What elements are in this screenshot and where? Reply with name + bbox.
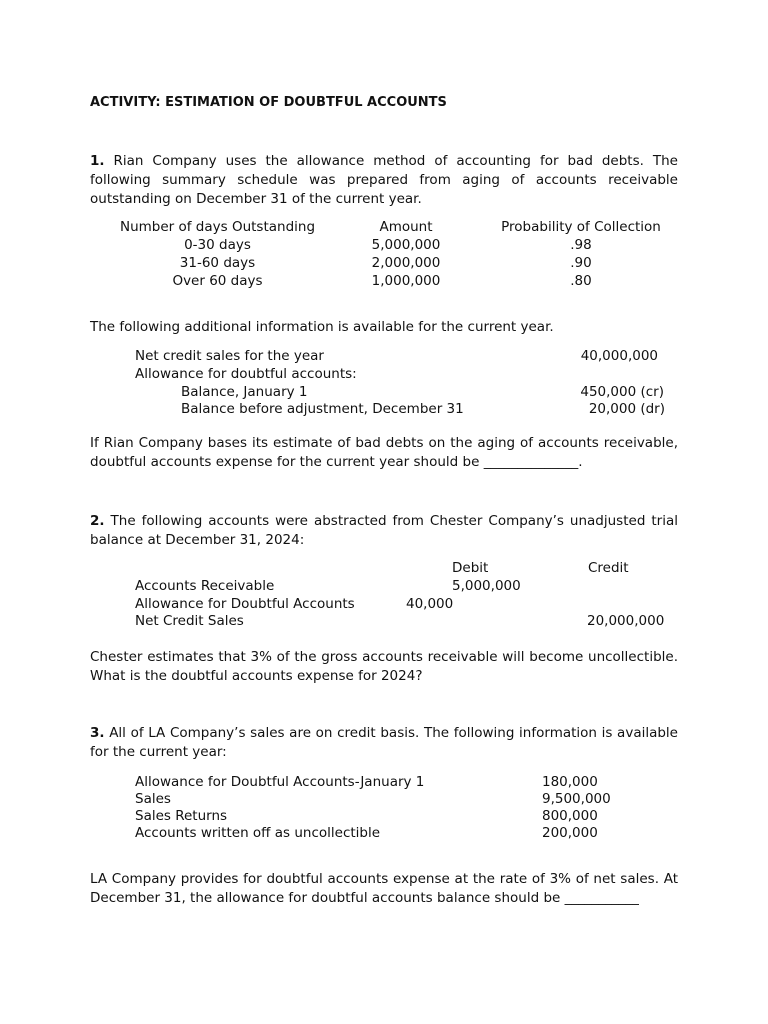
q2-ar-debit: 5,000,000	[452, 578, 521, 594]
q1-balance-dec-label: Balance before adjustment, December 31	[181, 401, 464, 417]
q1-number: 1.	[90, 153, 105, 169]
q1-balance-dec-value: 20,000 (dr)	[588, 401, 665, 417]
q3-intro	[90, 724, 678, 762]
q1-row3-amount: 1,000,000	[371, 273, 441, 289]
q1-row3-days: Over 60 days	[172, 273, 263, 289]
q2-ar-label: Accounts Receivable	[135, 578, 275, 594]
q1-row2-amount: 2,000,000	[371, 255, 441, 271]
q3-item3-value: 800,000	[542, 808, 598, 824]
q3-item2-value: 9,500,000	[542, 791, 611, 807]
q1-balance-jan-value: 450,000 (cr)	[580, 384, 664, 400]
q1-allowance-label: Allowance for doubtful accounts:	[135, 366, 357, 382]
document-title: ACTIVITY: ESTIMATION OF DOUBTFUL ACCOUNTS	[90, 95, 447, 110]
q3-number: 3.	[90, 725, 105, 741]
q1-question: If Rian Company bases its estimate of bad debts on the aging of accounts receivable, doubtful accounts expense for the current year should be ______________.	[90, 435, 678, 470]
q3-item4-label: Accounts written off as uncollectible	[135, 825, 381, 841]
q2-intro	[90, 512, 678, 550]
q3-item2-label: Sales	[135, 791, 171, 807]
q1-row1-probability: .98	[570, 237, 592, 253]
q1-intro	[90, 152, 678, 209]
q3-question: LA Company provides for doubtful accounts expense at the rate of 3% of net sales. At December 31, the allowance for doubtful accounts balance should be ___________	[90, 871, 678, 906]
q1-row1-amount: 5,000,000	[371, 237, 441, 253]
q1-balance-jan-label: Balance, January 1	[181, 384, 308, 400]
q1-intro-text: Rian Company uses the allowance method of accounting for bad debts. The following summary schedule was prepared from aging of accounts receivable outstanding on December 31 of the current year.	[90, 153, 678, 207]
q2-allowance-label: Allowance for Doubtful Accounts	[135, 596, 355, 612]
q2-ncs-credit: 20,000,000	[587, 613, 665, 629]
q2-allowance-value: 40,000	[406, 596, 454, 612]
q1-row3-probability: .80	[570, 273, 592, 289]
q2-intro-text: The following accounts were abstracted from Chester Company’s unadjusted trial balance at December 31, 2024:	[90, 513, 678, 548]
q2-debit-header: Debit	[452, 560, 489, 576]
q1-row2-days: 31-60 days	[179, 255, 256, 271]
q2-credit-header: Credit	[588, 560, 629, 576]
q3-item3-label: Sales Returns	[135, 808, 228, 824]
q1-net-credit-value: 40,000,000	[580, 348, 658, 364]
q1-additional-info: The following additional information is available for the current year.	[90, 319, 554, 335]
q1-header-days: Number of days Outstanding	[119, 219, 316, 235]
q1-net-credit-label: Net credit sales for the year	[135, 348, 324, 364]
q1-row2-probability: .90	[570, 255, 592, 271]
q3-item1-value: 180,000	[542, 774, 598, 790]
q3-item1-label: Allowance for Doubtful Accounts-January 1	[135, 774, 425, 790]
q1-header-probability: Probability of Collection	[501, 219, 661, 235]
q3-intro-text: All of LA Company’s sales are on credit basis. The following information is available for the current year:	[90, 725, 678, 760]
q3-item4-value: 200,000	[542, 825, 598, 841]
q2-number: 2.	[90, 513, 105, 529]
q2-question: Chester estimates that 3% of the gross accounts receivable will become uncollectible. What is the doubtful accounts expense for 2024?	[90, 649, 678, 684]
q2-ncs-label: Net Credit Sales	[135, 613, 244, 629]
q1-header-amount: Amount	[379, 219, 433, 235]
q1-row1-days: 0-30 days	[184, 237, 251, 253]
